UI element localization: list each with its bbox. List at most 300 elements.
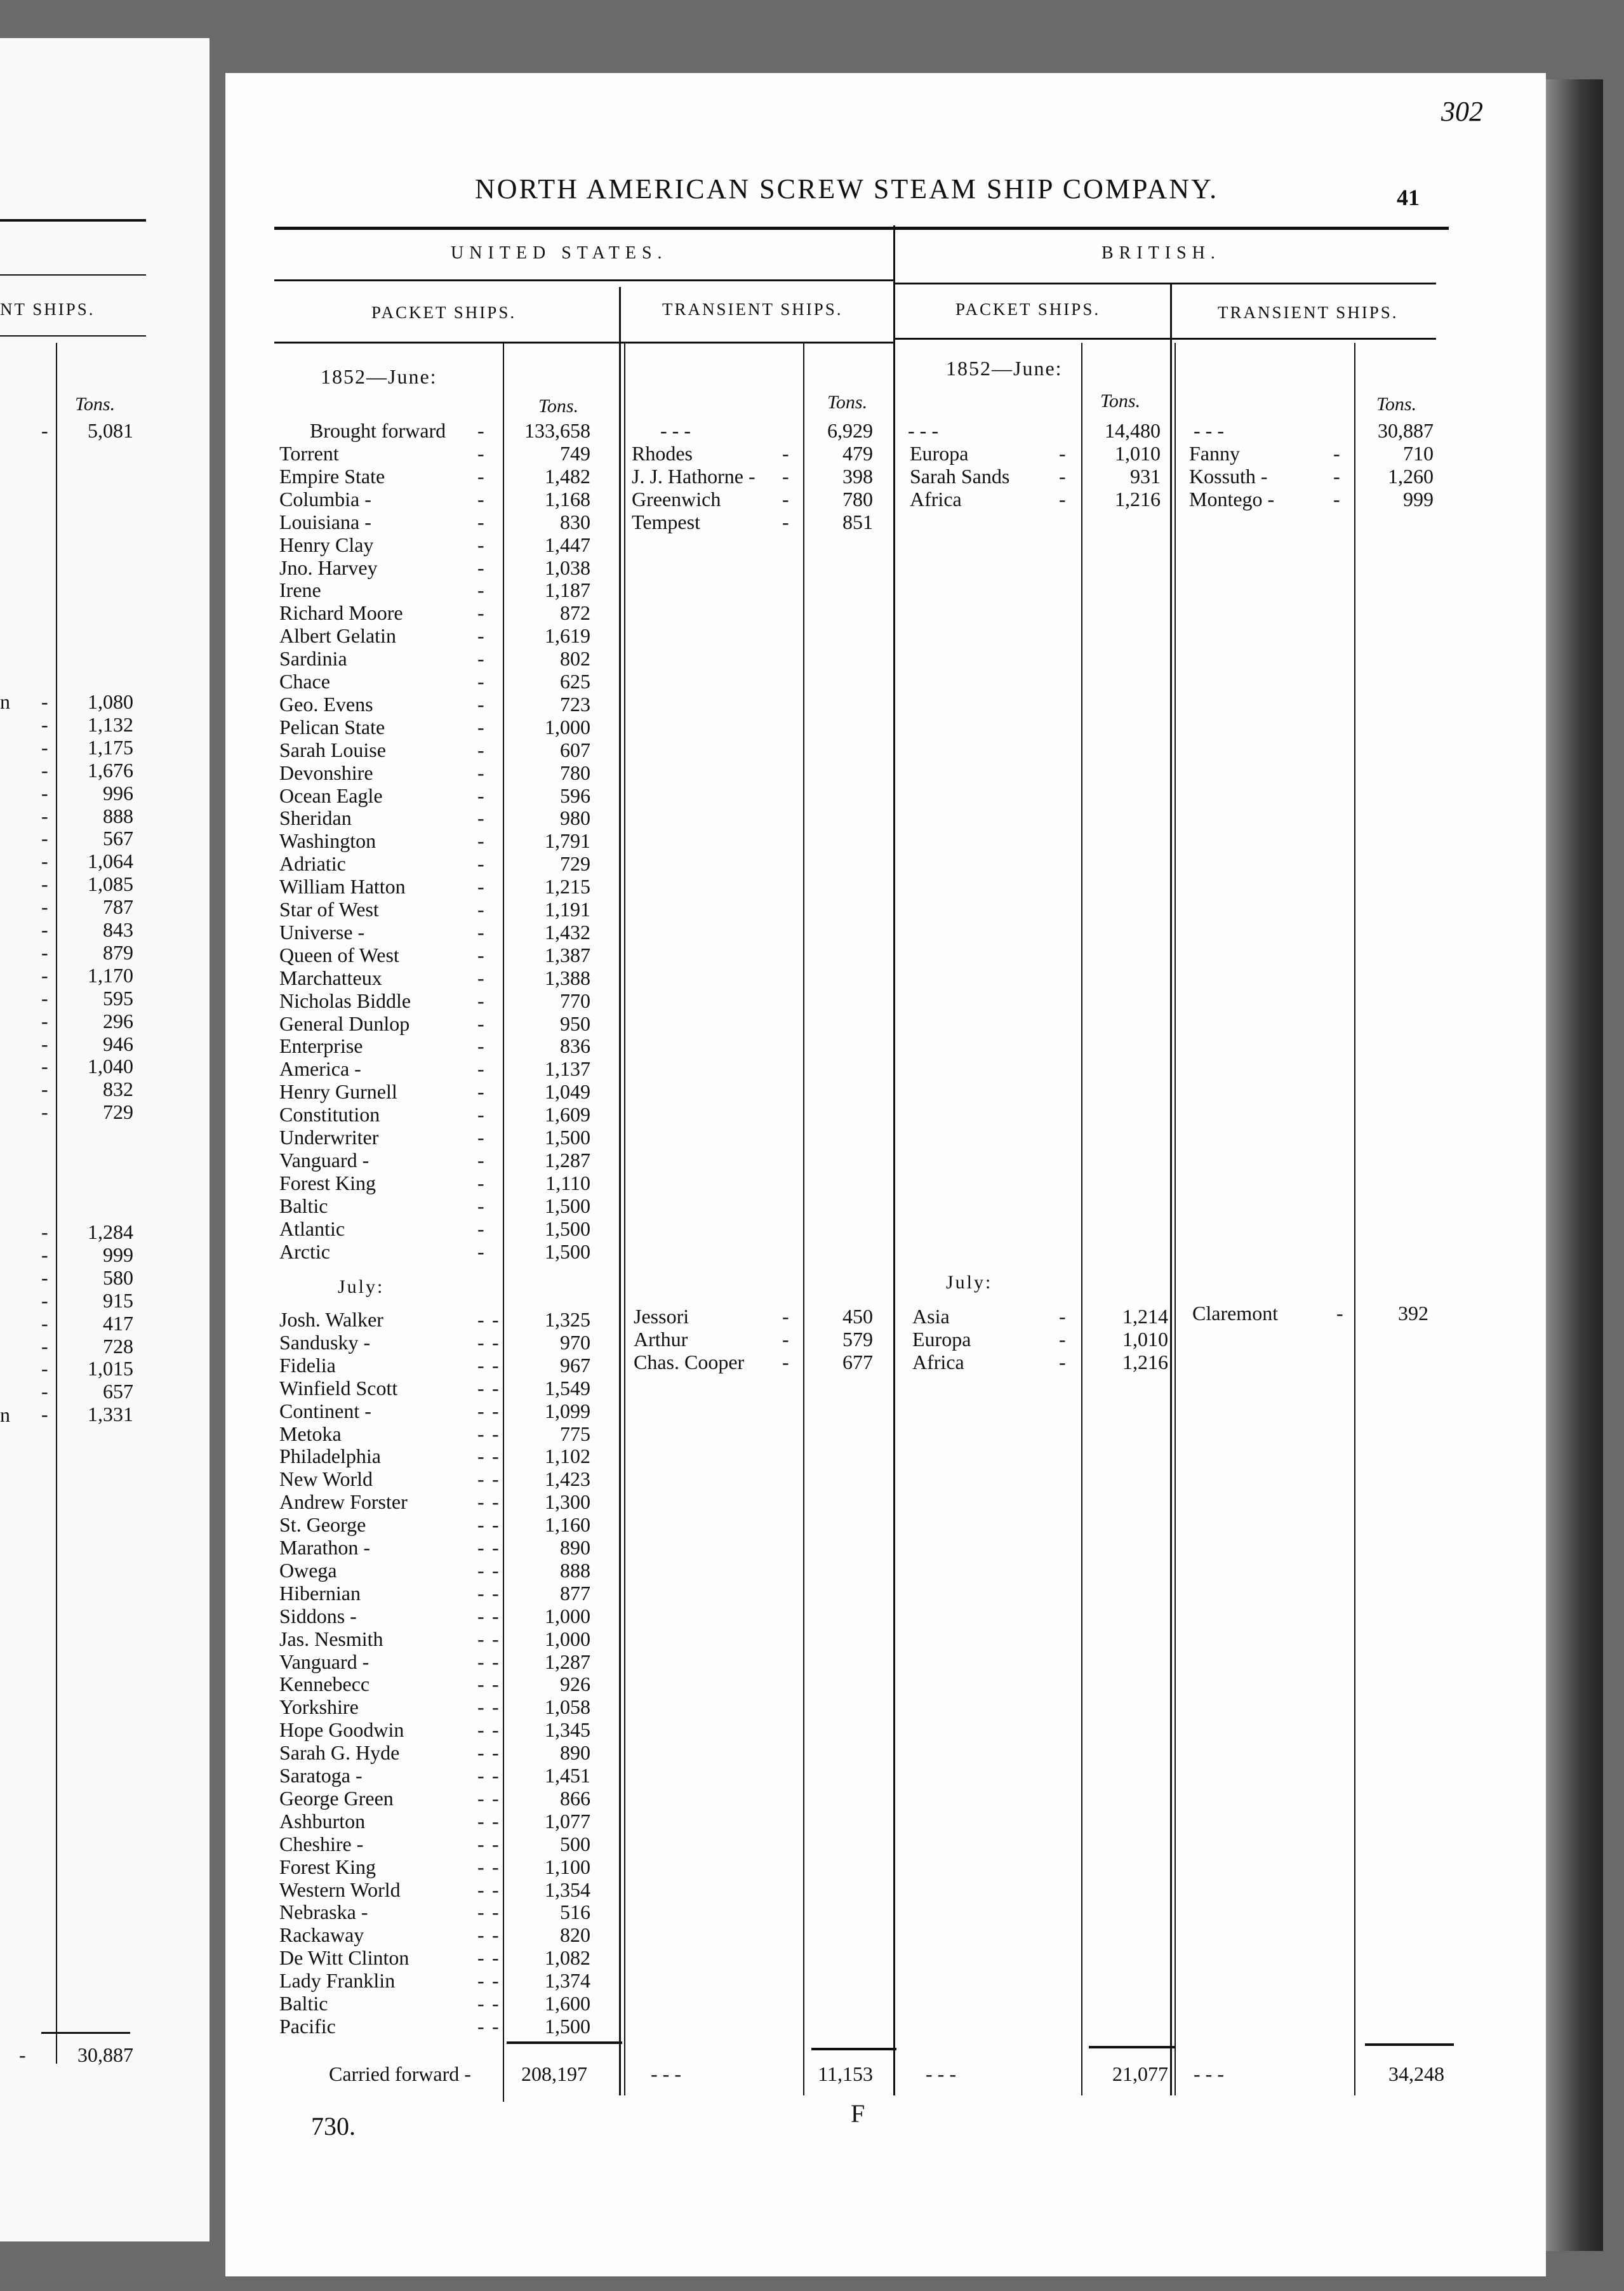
left-leader-dash: -: [41, 1055, 48, 1078]
leader-dash: -: [477, 1582, 484, 1605]
ship-name: Winfield Scott: [279, 1377, 398, 1399]
left-value: 832: [103, 1078, 133, 1100]
left-leader-dash: -: [41, 1403, 48, 1426]
main-page: [225, 73, 1546, 2276]
ship-name: Hope Goodwin: [279, 1718, 404, 1741]
leader-dash: -: [492, 1559, 499, 1582]
ship-name: Columbia -: [279, 488, 371, 511]
ship-tons: 1,354: [545, 1878, 590, 1901]
us-subheader-rule: [274, 342, 895, 344]
ship-tons: 596: [560, 784, 590, 807]
ship-tons: 1,549: [545, 1377, 590, 1399]
leader-dash: -: [782, 1328, 789, 1351]
leader-dash: -: [492, 1513, 499, 1536]
ship-tons: 579: [842, 1328, 873, 1351]
leader-dash: -: [477, 1467, 484, 1490]
ship-tons: 1,500: [545, 1194, 590, 1217]
left-value: 657: [103, 1380, 133, 1403]
leader-dash: -: [477, 1240, 484, 1263]
leader-dash: -: [477, 1172, 484, 1194]
leader-dash: -: [477, 670, 484, 693]
leader-dash: -: [782, 1305, 789, 1328]
ship-name: Montego -: [1189, 488, 1275, 511]
leader-dash: -: [782, 1351, 789, 1373]
left-value: 915: [103, 1289, 133, 1312]
ship-name: Forest King: [279, 1172, 376, 1194]
ship-name: Devonshire: [279, 761, 373, 784]
ship-name: Africa: [912, 1351, 964, 1373]
left-value: 1,080: [88, 690, 133, 713]
ship-name: Louisiana -: [279, 511, 371, 533]
leader-dash: -: [492, 1627, 499, 1650]
left-value: 879: [103, 941, 133, 964]
leader-dash: -: [477, 1399, 484, 1422]
divider-us-packet-transient: [619, 287, 621, 2095]
leader-dash: -: [477, 1787, 484, 1810]
left-leader-dash: -: [41, 1100, 48, 1123]
leader-dash: -: [492, 1377, 499, 1399]
left-leader-dash: -: [41, 690, 48, 713]
leader-dash: -: [492, 1445, 499, 1467]
ship-tons: 1,432: [545, 921, 590, 944]
ship-tons: 1,049: [545, 1080, 590, 1103]
ship-name: General Dunlop: [279, 1012, 410, 1035]
ship-name: New World: [279, 1467, 373, 1490]
leader-dash: -: [492, 1741, 499, 1764]
left-name-fragment: n: [0, 690, 10, 713]
ship-tons: 1,187: [545, 578, 590, 601]
leader-dash: -: [477, 1627, 484, 1650]
leader-dash: -: [492, 1467, 499, 1490]
leader-dash: -: [477, 1946, 484, 1969]
ship-name: Atlantic: [279, 1217, 345, 1240]
ship-tons: 980: [560, 806, 590, 829]
ship-tons: 1,300: [545, 1490, 590, 1513]
leader-dash: -: [477, 1057, 484, 1080]
leader-dash: -: [782, 511, 789, 533]
title-rule: [274, 227, 1449, 230]
leader-dash: -: [492, 1673, 499, 1695]
ship-tons: 1,216: [1122, 1351, 1168, 1373]
leader-dash: -: [477, 1810, 484, 1833]
ship-tons: 1,260: [1388, 465, 1434, 488]
leader-dash: -: [477, 511, 484, 533]
left-value: 729: [103, 1100, 133, 1123]
us-packet-tons-label: Tons.: [538, 396, 579, 417]
leader-dash: -: [477, 1855, 484, 1878]
ship-tons: 802: [560, 647, 590, 670]
ship-tons: 1,214: [1122, 1305, 1168, 1328]
ship-tons: 1,038: [545, 556, 590, 579]
leader-dash: -: [477, 1445, 484, 1467]
ship-tons: 1,387: [545, 944, 590, 966]
ship-name: Fanny: [1189, 442, 1240, 465]
ship-name: Baltic: [279, 1194, 328, 1217]
left-name-fragment: n: [0, 1403, 10, 1426]
ship-name: Western World: [279, 1878, 401, 1901]
leader-dash: -: [492, 1399, 499, 1422]
leader-dash: -: [492, 1787, 499, 1810]
ship-tons: 1,500: [545, 1217, 590, 1240]
ship-tons: 749: [560, 442, 590, 465]
ship-name: Cheshire -: [279, 1833, 364, 1855]
leader-dash: -: [1333, 488, 1340, 511]
left-value: 1,170: [88, 964, 133, 987]
ship-name: Constitution: [279, 1103, 380, 1126]
left-leader-dash: -: [41, 964, 48, 987]
ship-name: Kennebecc: [279, 1673, 370, 1695]
divider-us-br: [893, 225, 895, 2095]
leader-dash: -: [477, 419, 484, 442]
br-june-heading: 1852—June:: [946, 357, 1063, 380]
header-us-transient: TRANSIENT SHIPS.: [662, 300, 843, 319]
ship-name: Continent -: [279, 1399, 371, 1422]
ship-tons: 770: [560, 989, 590, 1012]
leader-dash: -: [477, 1741, 484, 1764]
br-transient-sum-rule: [1365, 2043, 1454, 2046]
leader-dash: -: [477, 829, 484, 852]
us-header-rule: [274, 279, 895, 281]
ship-name: Sandusky -: [279, 1331, 371, 1354]
left-leader-dash: -: [41, 805, 48, 827]
ship-name: Queen of West: [279, 944, 399, 966]
leader-dash: -: [477, 578, 484, 601]
leader-dash: -: [492, 1422, 499, 1445]
leader-dash: -: [492, 1855, 499, 1878]
ship-tons: 1,600: [545, 1992, 590, 2015]
brought-forward-us-packet: 133,658: [524, 419, 590, 442]
leader-dash: -: [477, 1718, 484, 1741]
ship-tons: 479: [842, 442, 873, 465]
left-leader-dash: -: [41, 1335, 48, 1358]
leader-dash: -: [477, 465, 484, 488]
ship-name: Sarah Louise: [279, 738, 386, 761]
leader-dash: -: [1059, 1328, 1066, 1351]
leader-dash: -: [492, 1605, 499, 1627]
ship-tons: 877: [560, 1582, 590, 1605]
leader-dash: -: [492, 1764, 499, 1787]
leader-dash: -: [477, 1149, 484, 1172]
ship-tons: 780: [842, 488, 873, 511]
ship-tons: 1,110: [545, 1172, 590, 1194]
leader-dash: -: [782, 465, 789, 488]
ship-name: Torrent: [279, 442, 339, 465]
ship-tons: 890: [560, 1741, 590, 1764]
ship-tons: 1,287: [545, 1149, 590, 1172]
leader-dash: -: [1059, 1351, 1066, 1373]
ship-tons: 1,058: [545, 1695, 590, 1718]
leader-dash: -: [477, 488, 484, 511]
left-value: 1,064: [88, 850, 133, 872]
leader-dash: -: [492, 1354, 499, 1377]
left-value: 580: [103, 1266, 133, 1289]
ship-name: Sheridan: [279, 806, 352, 829]
left-value: 888: [103, 805, 133, 827]
brought-forward-label: Brought forward: [310, 419, 446, 442]
left-leader-dash: -: [41, 1220, 48, 1243]
left-leader-dash: -: [41, 1266, 48, 1289]
leader-dash: -: [477, 1673, 484, 1695]
ship-tons: 1,000: [545, 1605, 590, 1627]
br-packet-sum-rule: [1089, 2046, 1175, 2048]
ship-tons: 729: [560, 852, 590, 875]
brought-forward-br-packet: 14,480: [1105, 419, 1161, 442]
leader-dashes: - - -: [908, 419, 938, 442]
leader-dash: -: [477, 1650, 484, 1673]
ship-tons: 1,388: [545, 966, 590, 989]
left-col-header: NT SHIPS.: [0, 300, 95, 319]
leader-dash: -: [492, 1490, 499, 1513]
ship-name: Arthur: [634, 1328, 688, 1351]
left-value: 296: [103, 1010, 133, 1032]
left-value: 1,085: [88, 872, 133, 895]
ship-name: Hibernian: [279, 1582, 361, 1605]
leader-dash: -: [477, 1969, 484, 1992]
ship-tons: 890: [560, 1536, 590, 1559]
us-june-heading: 1852—June:: [321, 365, 437, 388]
ship-name: Claremont: [1192, 1302, 1279, 1325]
header-br-transient: TRANSIENT SHIPS.: [1218, 303, 1399, 322]
ship-name: Jas. Nesmith: [279, 1627, 383, 1650]
br-subheader-rule: [895, 338, 1436, 340]
ship-name: Lady Franklin: [279, 1969, 396, 1992]
ship-tons: 1,099: [545, 1399, 590, 1422]
ship-tons: 830: [560, 511, 590, 533]
leader-dash: -: [1059, 488, 1066, 511]
ship-tons: 780: [560, 761, 590, 784]
brought-forward-us-transient: 6,929: [827, 419, 873, 442]
carried-forward-br-packet: 21,077: [1112, 2062, 1168, 2085]
leader-dash: -: [477, 806, 484, 829]
ship-tons: 999: [1403, 488, 1434, 511]
leader-dash: -: [477, 1377, 484, 1399]
leader-dash: -: [492, 1582, 499, 1605]
br-july-heading: July:: [946, 1272, 993, 1293]
ship-name: Irene: [279, 578, 321, 601]
leader-dash: -: [477, 944, 484, 966]
col-rule-br-transient-left: [1175, 343, 1176, 2095]
ship-tons: 866: [560, 1787, 590, 1810]
ship-tons: 710: [1403, 442, 1434, 465]
leader-dash: -: [477, 1536, 484, 1559]
ship-name: Vanguard -: [279, 1149, 369, 1172]
left-leader-dash: -: [41, 736, 48, 759]
leader-dash: -: [477, 1764, 484, 1787]
ship-tons: 888: [560, 1559, 590, 1582]
ship-tons: 836: [560, 1034, 590, 1057]
leader-dash: -: [1333, 465, 1340, 488]
header-united-states: UNITED STATES.: [451, 243, 668, 263]
ship-tons: 1,345: [545, 1718, 590, 1741]
leader-dash: -: [477, 898, 484, 921]
leader-dash: -: [492, 1878, 499, 1901]
ship-tons: 931: [1130, 465, 1161, 488]
ship-name: Fidelia: [279, 1354, 336, 1377]
br-header-rule: [895, 283, 1436, 284]
leader-dash: -: [477, 601, 484, 624]
leader-dash: -: [477, 1833, 484, 1855]
col-rule-br-packet-tons: [1081, 343, 1082, 2095]
ship-name: Kossuth -: [1189, 465, 1268, 488]
ship-name: Metoka: [279, 1422, 342, 1445]
leader-dash: -: [492, 1536, 499, 1559]
left-value: 1,132: [88, 713, 133, 736]
ship-name: Richard Moore: [279, 601, 403, 624]
ship-name: Marchatteux: [279, 966, 382, 989]
leader-dash: -: [492, 1810, 499, 1833]
leader-dash: -: [477, 966, 484, 989]
left-leader-dash: -: [41, 895, 48, 918]
divider-br-packet-transient: [1170, 283, 1172, 2095]
ship-tons: 516: [560, 1900, 590, 1923]
left-value: 1,676: [88, 759, 133, 782]
ship-tons: 970: [560, 1331, 590, 1354]
ship-name: Forest King: [279, 1855, 376, 1878]
us-packet-sum-rule: [507, 2041, 622, 2044]
left-leader-dash: -: [41, 872, 48, 895]
brought-forward-br-transient: 30,887: [1378, 419, 1434, 442]
ship-tons: 1,010: [1115, 442, 1161, 465]
ship-tons: 392: [1398, 1302, 1428, 1325]
leader-dash: -: [477, 1194, 484, 1217]
left-leader-dash: -: [41, 941, 48, 964]
ship-tons: 500: [560, 1833, 590, 1855]
ship-tons: 967: [560, 1354, 590, 1377]
br-packet-tons-label: Tons.: [1100, 391, 1141, 411]
us-july-heading: July:: [338, 1276, 385, 1297]
ship-name: Nebraska -: [279, 1900, 368, 1923]
left-leader-dash: -: [41, 1380, 48, 1403]
leader-dash: -: [477, 624, 484, 647]
ship-tons: 775: [560, 1422, 590, 1445]
corner-number: 302: [1441, 96, 1483, 127]
ship-name: George Green: [279, 1787, 394, 1810]
header-british: BRITISH.: [1102, 243, 1221, 263]
left-value: 1,331: [88, 1403, 133, 1426]
leader-dash: -: [477, 2015, 484, 2038]
leader-dash: -: [477, 1992, 484, 2015]
leader-dash: -: [492, 1969, 499, 1992]
leader-dash: -: [477, 784, 484, 807]
us-transient-tons-label: Tons.: [827, 392, 868, 413]
leader-dash: -: [477, 1354, 484, 1377]
carried-forward-br-transient: 34,248: [1388, 2062, 1444, 2085]
ship-name: Rackaway: [279, 1923, 364, 1946]
left-leader-dash: -: [41, 1032, 48, 1055]
ship-name: Chas. Cooper: [634, 1351, 745, 1373]
left-col-rule: [56, 343, 57, 2064]
ship-tons: 1,191: [545, 898, 590, 921]
page-title: NORTH AMERICAN SCREW STEAM SHIP COMPANY.: [475, 173, 1219, 204]
br-transient-tons-label: Tons.: [1376, 394, 1417, 415]
left-value: 1,040: [88, 1055, 133, 1078]
ship-name: Saratoga -: [279, 1764, 363, 1787]
ship-name: Europa: [912, 1328, 971, 1351]
ship-name: Jessori: [634, 1305, 689, 1328]
footer-signature: F: [851, 2099, 865, 2128]
left-value: 843: [103, 918, 133, 941]
ship-name: Siddons -: [279, 1605, 357, 1627]
leader-dash: -: [477, 647, 484, 670]
footer-sheet-number: 730.: [311, 2112, 356, 2141]
ship-tons: 1,500: [545, 1126, 590, 1149]
ship-tons: 723: [560, 693, 590, 716]
ship-tons: 1,500: [545, 1240, 590, 1263]
header-br-packet: PACKET SHIPS.: [955, 300, 1101, 319]
leader-dashes: - - -: [660, 419, 691, 442]
ship-name: Europa: [910, 442, 969, 465]
ship-tons: 1,000: [545, 1627, 590, 1650]
ship-tons: 926: [560, 1673, 590, 1695]
ship-name: Underwriter: [279, 1126, 379, 1149]
col-rule-br-transient-tons: [1354, 343, 1355, 2095]
leader-dash: -: [477, 875, 484, 898]
ship-tons: 677: [842, 1351, 873, 1373]
left-rule-top: [0, 219, 146, 222]
ship-tons: 1,137: [545, 1057, 590, 1080]
leader-dashes: - - -: [651, 2062, 681, 2085]
left-rule-2: [0, 274, 146, 276]
left-value: 1,284: [88, 1220, 133, 1243]
left-value: 728: [103, 1335, 133, 1358]
ship-name: Empire State: [279, 465, 385, 488]
leader-dash: -: [492, 1308, 499, 1331]
leader-dash: -: [492, 1331, 499, 1354]
leader-dash: -: [477, 1878, 484, 1901]
leader-dash: -: [477, 738, 484, 761]
left-value: 999: [103, 1243, 133, 1266]
ship-tons: 1,482: [545, 465, 590, 488]
leader-dash: -: [477, 1012, 484, 1035]
ship-name: Greenwich: [632, 488, 721, 511]
leader-dash: -: [477, 1490, 484, 1513]
page-number: 41: [1397, 185, 1420, 210]
col-rule-us-transient-tons: [803, 343, 804, 2095]
ship-tons: 1,619: [545, 624, 590, 647]
ship-name: Rhodes: [632, 442, 693, 465]
leader-dash: -: [477, 1217, 484, 1240]
leader-dashes: - - -: [926, 2062, 956, 2085]
leader-dash: -: [477, 1605, 484, 1627]
leader-dash: -: [477, 1695, 484, 1718]
left-first-value: 5,081: [88, 419, 133, 442]
leader-dash: -: [477, 921, 484, 944]
leader-dash: -: [477, 1900, 484, 1923]
leader-dash: -: [1059, 465, 1066, 488]
leader-dash: -: [477, 1034, 484, 1057]
ship-name: William Hatton: [279, 875, 406, 898]
book-spine: [1546, 79, 1603, 2251]
ship-name: Yorkshire: [279, 1695, 359, 1718]
leader-dash: -: [477, 761, 484, 784]
leader-dash: -: [492, 1992, 499, 2015]
ship-tons: 607: [560, 738, 590, 761]
left-leader-dash: -: [41, 1312, 48, 1335]
leader-dash: -: [782, 488, 789, 511]
ship-name: Washington: [279, 829, 376, 852]
left-leader-dash: -: [41, 987, 48, 1010]
ship-name: Universe -: [279, 921, 365, 944]
left-leader-dash: -: [41, 918, 48, 941]
leader-dash: -: [1333, 442, 1340, 465]
leader-dash: -: [492, 2015, 499, 2038]
left-leader-dash: -: [41, 419, 48, 442]
ship-tons: 398: [842, 465, 873, 488]
ship-tons: 450: [842, 1305, 873, 1328]
ship-tons: 851: [842, 511, 873, 533]
ship-name: America -: [279, 1057, 361, 1080]
ship-tons: 1,447: [545, 533, 590, 556]
